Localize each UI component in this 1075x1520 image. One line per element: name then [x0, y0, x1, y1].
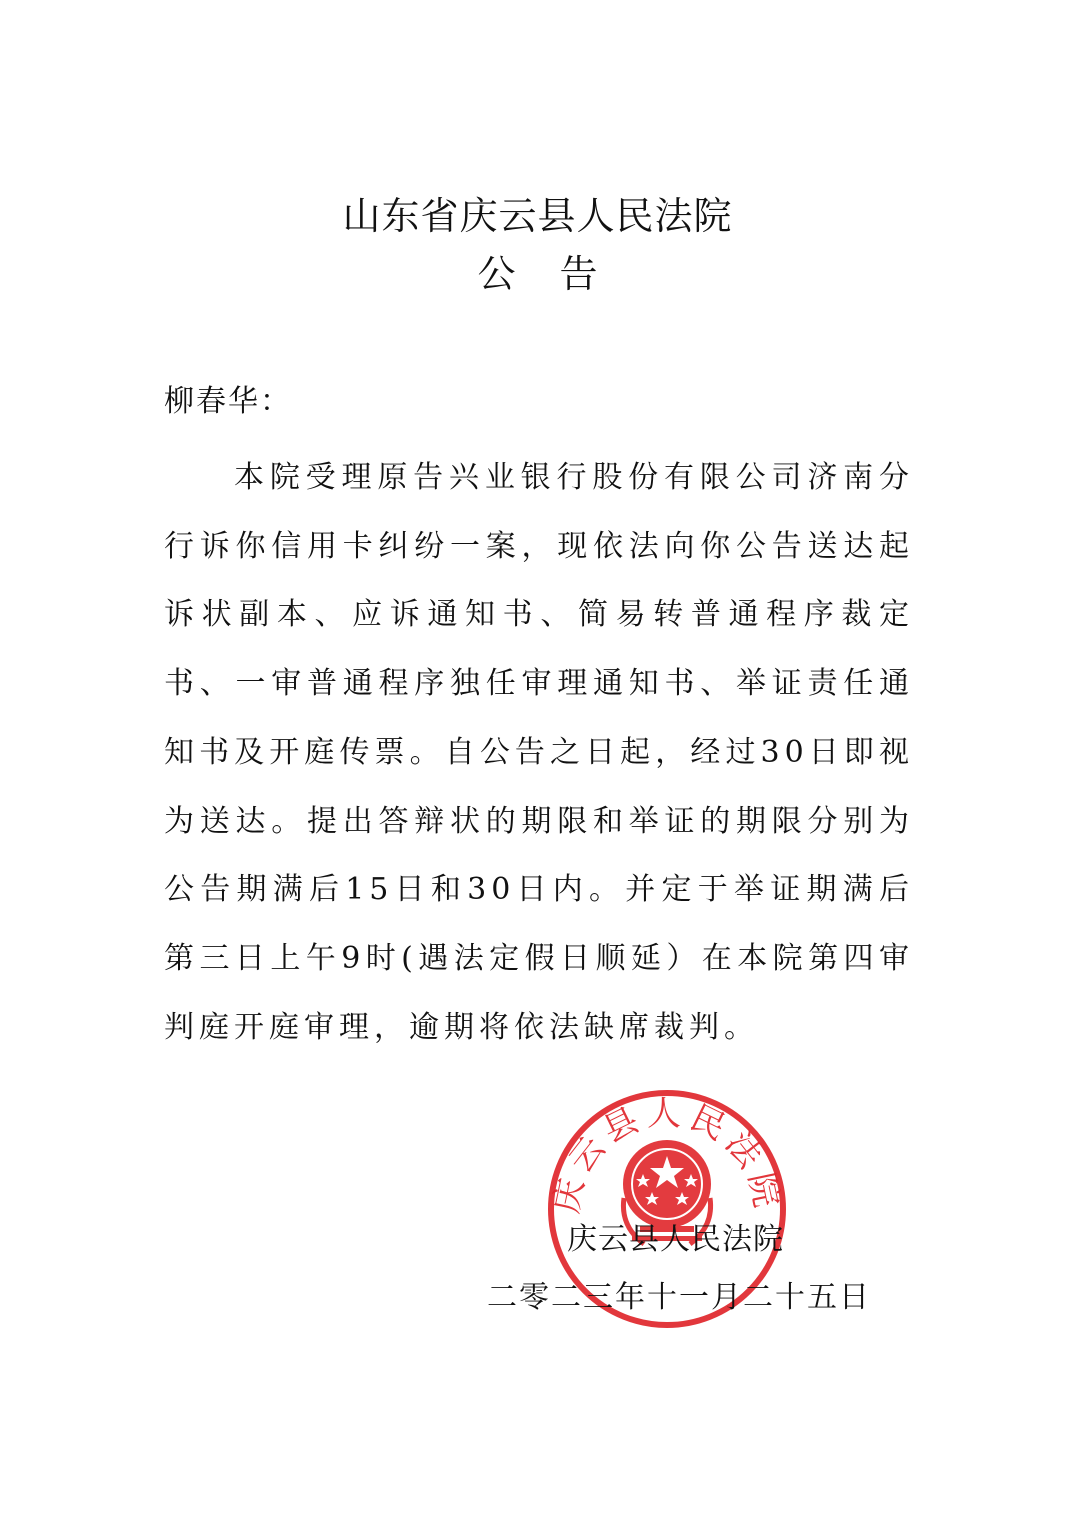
- notice-body: 本院受理原告兴业银行股份有限公司济南分行诉你信用卡纠纷一案，现依法向你公告送达起诉状副本、应诉通知书、简易转普通程序裁定书、一审普通程序独任审理通知书、举证责任通知书及开庭传票。自公告之日起，经过30日即视为送达。提出答辩状的期限和举证的期限分别为公告期满后15日和30日内。并定于举证期满后第三日上午9时(遇法定假日顺延）在本院第四审判庭开庭审理，逾期将依法缺席裁判。: [164, 460, 914, 1045]
- document-type-heading: 公告: [477, 252, 642, 296]
- seal-inscription: 庆云县人民法院: [546, 1094, 788, 1217]
- addressee: 柳春华：: [164, 384, 292, 419]
- signature-date: 二零二三年十一月二十五日: [487, 1280, 871, 1315]
- signature-court-name: 庆云县人民法院: [567, 1222, 784, 1257]
- court-name-heading: 山东省庆云县人民法院: [342, 194, 733, 238]
